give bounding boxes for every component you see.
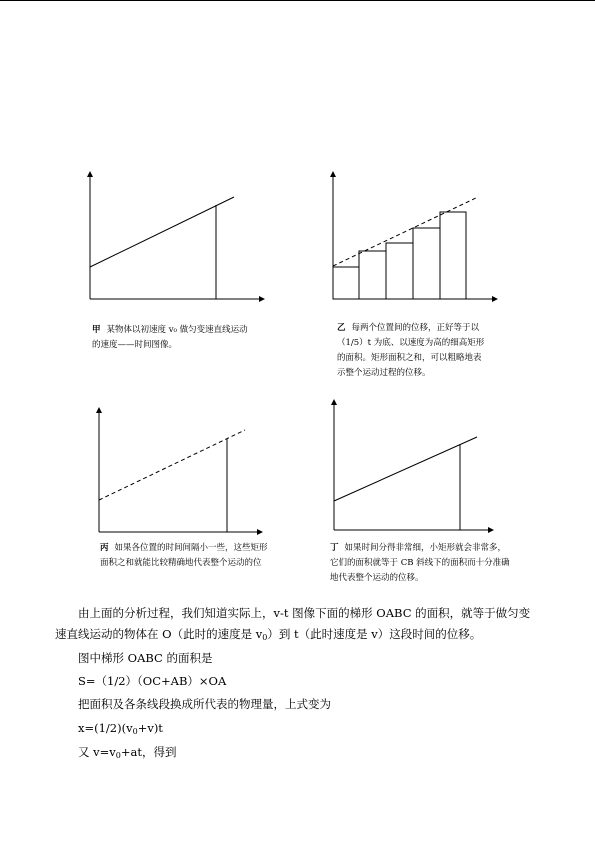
formula-displacement-sub: 0 — [132, 727, 138, 736]
caption-ding-line-3: 地代表整个运动的位移。 — [330, 573, 424, 583]
paragraph-1-line-2-post: ）到 t（此时速度是 v）这段时间的位移。 — [267, 627, 482, 641]
caption-ding — [330, 541, 550, 586]
caption-yi-line-3: 的面积。矩形面积之和，可以粗略地表 — [337, 353, 482, 363]
caption-ding-line-1: 如果时间分得非常细，小矩形就会非常多， — [344, 543, 507, 553]
caption-jia-line-2: 的速度——时间图像。 — [92, 340, 178, 350]
caption-ding-line-2: 它们的面积就等于 CB 斜线下的面积而十分准确 — [330, 558, 510, 568]
jia-velocity-line — [90, 197, 234, 267]
formula-displacement-pre: x=(1/2)(v — [78, 721, 133, 735]
caption-bing-line-2: 面积之和就能比较精确地代表整个运动的位 — [100, 558, 262, 568]
figure-yi-graph — [333, 172, 497, 299]
yi-rect-3 — [386, 243, 413, 299]
caption-yi-label: 乙 — [337, 323, 346, 333]
yi-rect-1 — [333, 267, 359, 299]
caption-jia-line-1: 某物体以初速度 v₀ 做匀变速直线运动 — [106, 325, 248, 335]
caption-yi-line-4: 示整个运动过程的位移。 — [337, 368, 431, 378]
paragraph-4: 把面积及各条线段换成所代表的物理量，上式变为 — [78, 697, 331, 711]
paragraph-2: 图中梯形 OABC 的面积是 — [78, 651, 213, 665]
formula-displacement — [78, 718, 163, 739]
paragraph-6-post: +at，得到 — [120, 745, 177, 759]
caption-bing-label: 丙 — [100, 543, 109, 553]
paragraph-6-pre: 又 v=v — [78, 745, 116, 759]
paragraph-1-line-2-pre: 速直线运动的物体在 O（此时的速度是 v — [55, 627, 263, 641]
yi-rect-2 — [359, 251, 386, 299]
ding-solid-line — [334, 437, 477, 501]
figure-ding-graph — [334, 400, 493, 530]
paragraph-1-line-2-sub: 0 — [262, 633, 268, 642]
caption-bing-line-1: 如果各位置的时间间隔小一些，这些矩形 — [114, 543, 268, 553]
caption-yi — [337, 321, 537, 381]
bing-dashed-line — [99, 430, 245, 500]
caption-bing — [100, 541, 310, 571]
paragraph-6-sub: 0 — [115, 751, 121, 760]
figure-jia-graph — [90, 172, 264, 299]
yi-rect-5 — [440, 212, 466, 299]
paragraph-1-line-1: 由上面的分析过程，我们知道实际上，v-t 图像下面的梯形 OABC 的面积，就等于做匀变 — [78, 606, 531, 620]
caption-ding-label: 丁 — [330, 543, 339, 553]
paragraph-1-line-2 — [55, 624, 481, 645]
caption-yi-line-2: （1/5）t 为底、以速度为高的细高矩形 — [337, 338, 485, 348]
figure-bing-graph — [99, 408, 262, 532]
formula-displacement-post: +v)t — [137, 721, 163, 735]
yi-rect-4 — [413, 228, 440, 299]
yi-dashed-line — [333, 197, 478, 266]
formula-area: S=（1/2）（OC+AB）×OA — [78, 674, 227, 688]
caption-yi-line-1: 每两个位置间的位移，正好等于以 — [351, 323, 480, 333]
caption-jia — [92, 323, 302, 353]
paragraph-6 — [78, 742, 177, 763]
caption-jia-label: 甲 — [92, 325, 101, 335]
